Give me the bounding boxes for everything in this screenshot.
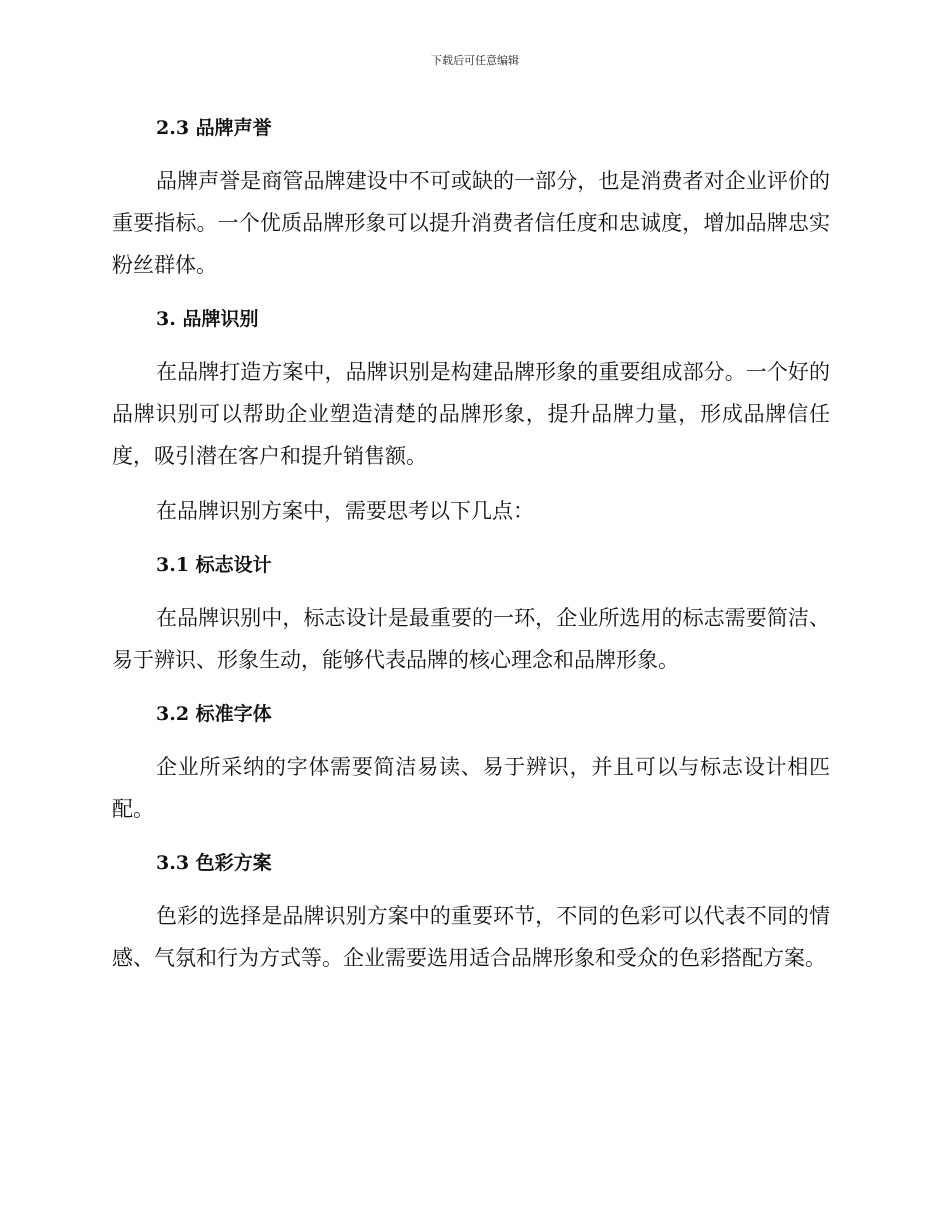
spacer [112,883,830,895]
spacer [112,286,830,299]
page-header: 下载后可任意编辑 [431,54,519,67]
section-heading-3: 3. 品牌识别 [156,308,259,330]
section-heading-3-2: 3.2 标准字体 [156,703,272,725]
paragraph-logo-design: 在品牌识别中，标志设计是最重要的一环，企业所选用的标志需要简洁、易于辨识、形象生动，能够代表品牌的核心理念和品牌形象。 [112,606,830,672]
section-heading-2-3: 2.3 品牌声誉 [156,117,272,139]
paragraph-color-scheme: 色彩的选择是品牌识别方案中的重要环节，不同的色彩可以代表不同的情感、气氛和行为方式等。企业需要选用适合品牌形象和受众的色彩搭配方案。 [112,904,830,970]
document-body [112,108,830,979]
spacer [112,734,830,746]
spacer [112,830,830,843]
spacer [112,148,830,160]
section-heading-3-1: 3.1 标志设计 [156,554,272,576]
spacer [112,532,830,545]
paragraph-standard-font: 企业所采纳的字体需要简洁易读、易于辨识，并且可以与标志设计相匹配。 [112,755,830,821]
spacer [112,339,830,351]
section-heading-3-3: 3.3 色彩方案 [156,852,272,874]
paragraph-brand-identity: 在品牌打造方案中，品牌识别是构建品牌形象的重要组成部分。一个好的品牌识别可以帮助企业塑造清楚的品牌形象，提升品牌力量，形成品牌信任度，吸引潜在客户和提升销售额。 [112,360,830,468]
spacer [112,585,830,597]
paragraph-identity-points: 在品牌识别方案中，需要思考以下几点： [156,499,534,523]
spacer [112,477,830,490]
paragraph-brand-reputation: 品牌声誉是商管品牌建设中不可或缺的一部分，也是消费者对企业评价的重要指标。一个优质品牌形象可以提升消费者信任度和忠诚度，增加品牌忠实粉丝群体。 [112,169,830,277]
spacer [112,681,830,694]
